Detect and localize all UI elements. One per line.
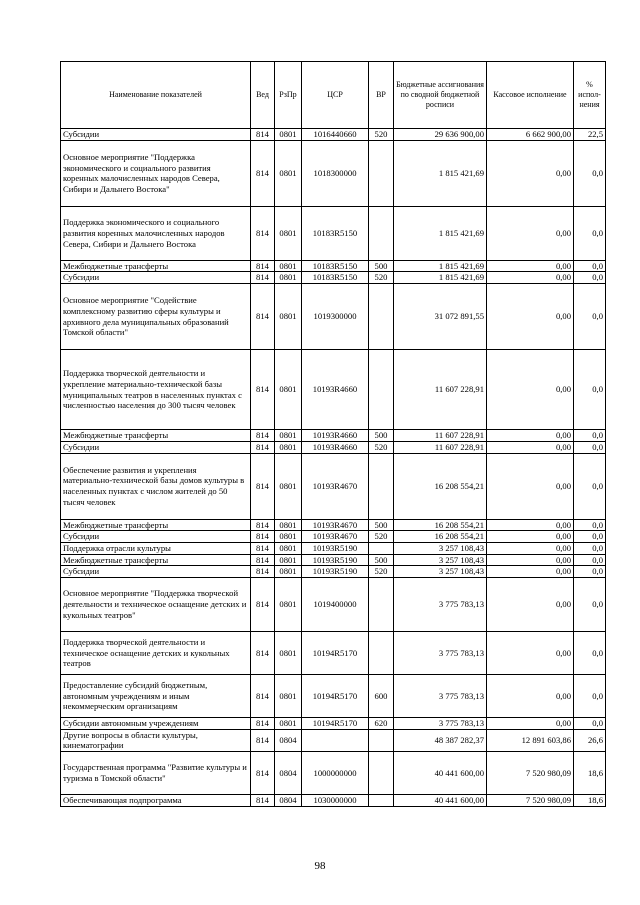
row-vr-cell	[369, 350, 394, 430]
row-vr-cell	[369, 632, 394, 675]
row-name-cell: Основное мероприятие "Поддержка творческой деятельности и техническое оснащение детских и кукольных театров"	[61, 578, 251, 632]
row-cash-cell: 0,00	[487, 566, 574, 578]
row-budget-cell: 3 775 783,13	[394, 675, 487, 718]
row-budget-cell: 40 441 600,00	[394, 752, 487, 795]
row-percent-cell: 0,0	[574, 284, 606, 350]
row-percent-cell: 0,0	[574, 260, 606, 272]
table-row	[61, 675, 606, 718]
table-row	[61, 129, 606, 141]
row-ved-cell: 814	[251, 284, 275, 350]
row-budget-cell: 3 257 108,43	[394, 554, 487, 566]
row-ved-cell: 814	[251, 795, 275, 807]
row-name-cell: Межбюджетные трансферты	[61, 260, 251, 272]
row-vr-cell	[369, 795, 394, 807]
row-cash-cell: 0,00	[487, 718, 574, 730]
page-number: 98	[314, 860, 326, 872]
row-vr-cell: 500	[369, 519, 394, 531]
row-ved-cell: 814	[251, 566, 275, 578]
row-vr-cell: 520	[369, 129, 394, 141]
row-rzpr-cell: 0801	[275, 519, 302, 531]
row-percent-cell: 0,0	[574, 566, 606, 578]
row-name-cell: Поддержка экономического и социального развития коренных малочисленных народов Севера, Сибири и Дальнего Востока	[61, 206, 251, 260]
row-cash-cell: 7 520 980,09	[487, 795, 574, 807]
row-percent-cell: 0,0	[574, 272, 606, 284]
row-cash-cell: 0,00	[487, 531, 574, 543]
row-rzpr-cell: 0801	[275, 430, 302, 442]
row-vr-cell: 500	[369, 554, 394, 566]
row-budget-cell: 3 257 108,43	[394, 566, 487, 578]
table-row	[61, 350, 606, 430]
row-rzpr-cell: 0801	[275, 578, 302, 632]
row-budget-cell: 1 815 421,69	[394, 260, 487, 272]
header-csr: ЦСР	[302, 62, 369, 129]
row-percent-cell: 0,0	[574, 206, 606, 260]
table-row	[61, 430, 606, 442]
row-vr-cell	[369, 578, 394, 632]
row-rzpr-cell: 0801	[275, 554, 302, 566]
row-percent-cell: 0,0	[574, 531, 606, 543]
table-body	[61, 129, 606, 807]
header-name: Наименование показателей	[61, 62, 251, 129]
row-vr-cell: 520	[369, 531, 394, 543]
row-name-cell: Субсидии	[61, 441, 251, 453]
row-rzpr-cell: 0801	[275, 284, 302, 350]
row-csr-cell: 1016440660	[302, 129, 369, 141]
row-name-cell: Основное мероприятие "Содействие комплексному развитию сферы культуры и архивного дела муниципальных образований Томской области"	[61, 284, 251, 350]
row-vr-cell	[369, 206, 394, 260]
row-percent-cell: 0,0	[574, 430, 606, 442]
row-csr-cell: 10194R5170	[302, 718, 369, 730]
row-csr-cell: 10193R4670	[302, 531, 369, 543]
row-cash-cell: 0,00	[487, 578, 574, 632]
table-row	[61, 272, 606, 284]
budget-execution-table	[60, 61, 606, 807]
row-percent-cell: 0,0	[574, 632, 606, 675]
row-percent-cell: 0,0	[574, 554, 606, 566]
table-row	[61, 531, 606, 543]
table-row	[61, 206, 606, 260]
row-csr-cell: 10193R5190	[302, 554, 369, 566]
row-budget-cell: 3 775 783,13	[394, 578, 487, 632]
row-csr-cell: 10193R4670	[302, 519, 369, 531]
row-csr-cell: 10193R4660	[302, 441, 369, 453]
table-row	[61, 542, 606, 554]
row-csr-cell	[302, 729, 369, 751]
header-cash: Кассовое исполнение	[487, 62, 574, 129]
row-cash-cell: 12 891 603,86	[487, 729, 574, 751]
row-vr-cell: 500	[369, 260, 394, 272]
table-row	[61, 752, 606, 795]
row-budget-cell: 29 636 900,00	[394, 129, 487, 141]
row-rzpr-cell: 0804	[275, 752, 302, 795]
table-row	[61, 566, 606, 578]
row-percent-cell: 18,6	[574, 795, 606, 807]
row-cash-cell: 0,00	[487, 206, 574, 260]
row-cash-cell: 0,00	[487, 675, 574, 718]
row-name-cell: Обеспечивающая подпрограмма	[61, 795, 251, 807]
table-row	[61, 140, 606, 206]
row-budget-cell: 40 441 600,00	[394, 795, 487, 807]
row-csr-cell: 10194R5170	[302, 632, 369, 675]
row-ved-cell: 814	[251, 129, 275, 141]
row-name-cell: Государственная программа "Развитие культуры и туризма в Томской области"	[61, 752, 251, 795]
table-row	[61, 519, 606, 531]
row-vr-cell: 520	[369, 566, 394, 578]
table-row	[61, 453, 606, 519]
row-budget-cell: 3 775 783,13	[394, 718, 487, 730]
row-ved-cell: 814	[251, 260, 275, 272]
row-percent-cell: 18,6	[574, 752, 606, 795]
row-rzpr-cell: 0801	[275, 542, 302, 554]
row-cash-cell: 0,00	[487, 441, 574, 453]
table-row	[61, 441, 606, 453]
row-rzpr-cell: 0801	[275, 350, 302, 430]
row-cash-cell: 0,00	[487, 272, 574, 284]
row-name-cell: Межбюджетные трансферты	[61, 430, 251, 442]
table-row	[61, 632, 606, 675]
row-ved-cell: 814	[251, 350, 275, 430]
header-rzpr: РзПр	[275, 62, 302, 129]
row-rzpr-cell: 0801	[275, 675, 302, 718]
row-csr-cell: 10193R4660	[302, 350, 369, 430]
row-name-cell: Субсидии	[61, 129, 251, 141]
row-cash-cell: 0,00	[487, 632, 574, 675]
row-ved-cell: 814	[251, 441, 275, 453]
row-vr-cell	[369, 140, 394, 206]
row-percent-cell: 0,0	[574, 519, 606, 531]
row-budget-cell: 16 208 554,21	[394, 531, 487, 543]
row-ved-cell: 814	[251, 272, 275, 284]
row-percent-cell: 0,0	[574, 542, 606, 554]
table-row	[61, 795, 606, 807]
row-budget-cell: 11 607 228,91	[394, 441, 487, 453]
row-cash-cell: 7 520 980,09	[487, 752, 574, 795]
row-name-cell: Поддержка отрасли культуры	[61, 542, 251, 554]
row-ved-cell: 814	[251, 729, 275, 751]
row-cash-cell: 0,00	[487, 350, 574, 430]
row-percent-cell: 0,0	[574, 350, 606, 430]
header-budget: Бюджетные ассигнования по сводной бюджетной росписи	[394, 62, 487, 129]
row-percent-cell: 0,0	[574, 578, 606, 632]
row-ved-cell: 814	[251, 453, 275, 519]
row-vr-cell	[369, 752, 394, 795]
row-csr-cell: 10193R4670	[302, 453, 369, 519]
row-name-cell: Предоставление субсидий бюджетным, автономным учреждениям и иным некоммерческим организациям	[61, 675, 251, 718]
row-ved-cell: 814	[251, 578, 275, 632]
row-cash-cell: 0,00	[487, 453, 574, 519]
row-budget-cell: 1 815 421,69	[394, 140, 487, 206]
row-rzpr-cell: 0801	[275, 531, 302, 543]
row-budget-cell: 1 815 421,69	[394, 272, 487, 284]
row-ved-cell: 814	[251, 542, 275, 554]
row-csr-cell: 10193R4660	[302, 430, 369, 442]
row-vr-cell	[369, 542, 394, 554]
row-percent-cell: 26,6	[574, 729, 606, 751]
row-name-cell: Поддержка творческой деятельности и техническое оснащение детских и кукольных театров	[61, 632, 251, 675]
row-name-cell: Межбюджетные трансферты	[61, 519, 251, 531]
row-vr-cell: 600	[369, 675, 394, 718]
row-budget-cell: 16 208 554,21	[394, 453, 487, 519]
row-percent-cell: 0,0	[574, 441, 606, 453]
row-budget-cell: 16 208 554,21	[394, 519, 487, 531]
row-rzpr-cell: 0804	[275, 795, 302, 807]
row-ved-cell: 814	[251, 519, 275, 531]
row-cash-cell: 0,00	[487, 284, 574, 350]
row-cash-cell: 0,00	[487, 554, 574, 566]
row-rzpr-cell: 0801	[275, 260, 302, 272]
row-name-cell: Субсидии	[61, 531, 251, 543]
row-vr-cell	[369, 729, 394, 751]
row-csr-cell: 1019300000	[302, 284, 369, 350]
header-vr: ВР	[369, 62, 394, 129]
row-percent-cell: 0,0	[574, 453, 606, 519]
row-cash-cell: 6 662 900,00	[487, 129, 574, 141]
row-csr-cell: 10183R5150	[302, 272, 369, 284]
row-name-cell: Поддержка творческой деятельности и укрепление материально-технической базы муниципальных театров в населенных пунктах с численностью населения до 300 тысяч человек	[61, 350, 251, 430]
row-vr-cell	[369, 453, 394, 519]
row-ved-cell: 814	[251, 554, 275, 566]
row-name-cell: Основное мероприятие "Поддержка экономического и социального развития коренных малочисленных народов Севера, Сибири и Дальнего Востока"	[61, 140, 251, 206]
row-rzpr-cell: 0801	[275, 566, 302, 578]
row-budget-cell: 3 257 108,43	[394, 542, 487, 554]
row-csr-cell: 1030000000	[302, 795, 369, 807]
row-cash-cell: 0,00	[487, 260, 574, 272]
row-cash-cell: 0,00	[487, 430, 574, 442]
row-name-cell: Субсидии	[61, 272, 251, 284]
row-ved-cell: 814	[251, 675, 275, 718]
row-percent-cell: 0,0	[574, 675, 606, 718]
row-csr-cell: 10193R5190	[302, 542, 369, 554]
row-ved-cell: 814	[251, 430, 275, 442]
row-ved-cell: 814	[251, 206, 275, 260]
row-csr-cell: 1000000000	[302, 752, 369, 795]
table-row	[61, 554, 606, 566]
row-budget-cell: 3 775 783,13	[394, 632, 487, 675]
row-cash-cell: 0,00	[487, 140, 574, 206]
row-percent-cell: 0,0	[574, 140, 606, 206]
row-name-cell: Межбюджетные трансферты	[61, 554, 251, 566]
row-percent-cell: 22,5	[574, 129, 606, 141]
row-vr-cell: 520	[369, 441, 394, 453]
row-budget-cell: 31 072 891,55	[394, 284, 487, 350]
row-rzpr-cell: 0801	[275, 129, 302, 141]
row-csr-cell: 10183R5150	[302, 260, 369, 272]
row-cash-cell: 0,00	[487, 542, 574, 554]
row-csr-cell: 10194R5170	[302, 675, 369, 718]
table-row	[61, 578, 606, 632]
row-vr-cell: 620	[369, 718, 394, 730]
row-budget-cell: 48 387 282,37	[394, 729, 487, 751]
table-row	[61, 284, 606, 350]
row-ved-cell: 814	[251, 531, 275, 543]
row-rzpr-cell: 0801	[275, 718, 302, 730]
table-header-row	[61, 62, 606, 129]
table-row	[61, 260, 606, 272]
row-percent-cell: 0,0	[574, 718, 606, 730]
row-vr-cell: 500	[369, 430, 394, 442]
row-rzpr-cell: 0801	[275, 453, 302, 519]
row-rzpr-cell: 0804	[275, 729, 302, 751]
header-percent: % испол-нения	[574, 62, 606, 129]
row-budget-cell: 11 607 228,91	[394, 350, 487, 430]
row-rzpr-cell: 0801	[275, 206, 302, 260]
row-rzpr-cell: 0801	[275, 140, 302, 206]
row-ved-cell: 814	[251, 752, 275, 795]
row-name-cell: Другие вопросы в области культуры, кинематографии	[61, 729, 251, 751]
row-rzpr-cell: 0801	[275, 632, 302, 675]
row-budget-cell: 11 607 228,91	[394, 430, 487, 442]
row-ved-cell: 814	[251, 632, 275, 675]
row-vr-cell	[369, 284, 394, 350]
row-csr-cell: 1018300000	[302, 140, 369, 206]
row-name-cell: Субсидии	[61, 566, 251, 578]
row-csr-cell: 1019400000	[302, 578, 369, 632]
row-name-cell: Субсидии автономным учреждениям	[61, 718, 251, 730]
header-ved: Вед	[251, 62, 275, 129]
row-rzpr-cell: 0801	[275, 272, 302, 284]
row-name-cell: Обеспечение развития и укрепления материально-технической базы домов культуры в населенных пунктах с числом жителей до 50 тысяч человек	[61, 453, 251, 519]
row-vr-cell: 520	[369, 272, 394, 284]
row-ved-cell: 814	[251, 718, 275, 730]
row-budget-cell: 1 815 421,69	[394, 206, 487, 260]
row-rzpr-cell: 0801	[275, 441, 302, 453]
row-csr-cell: 10183R5150	[302, 206, 369, 260]
row-csr-cell: 10193R5190	[302, 566, 369, 578]
row-ved-cell: 814	[251, 140, 275, 206]
table-row	[61, 729, 606, 751]
table-row	[61, 718, 606, 730]
row-cash-cell: 0,00	[487, 519, 574, 531]
